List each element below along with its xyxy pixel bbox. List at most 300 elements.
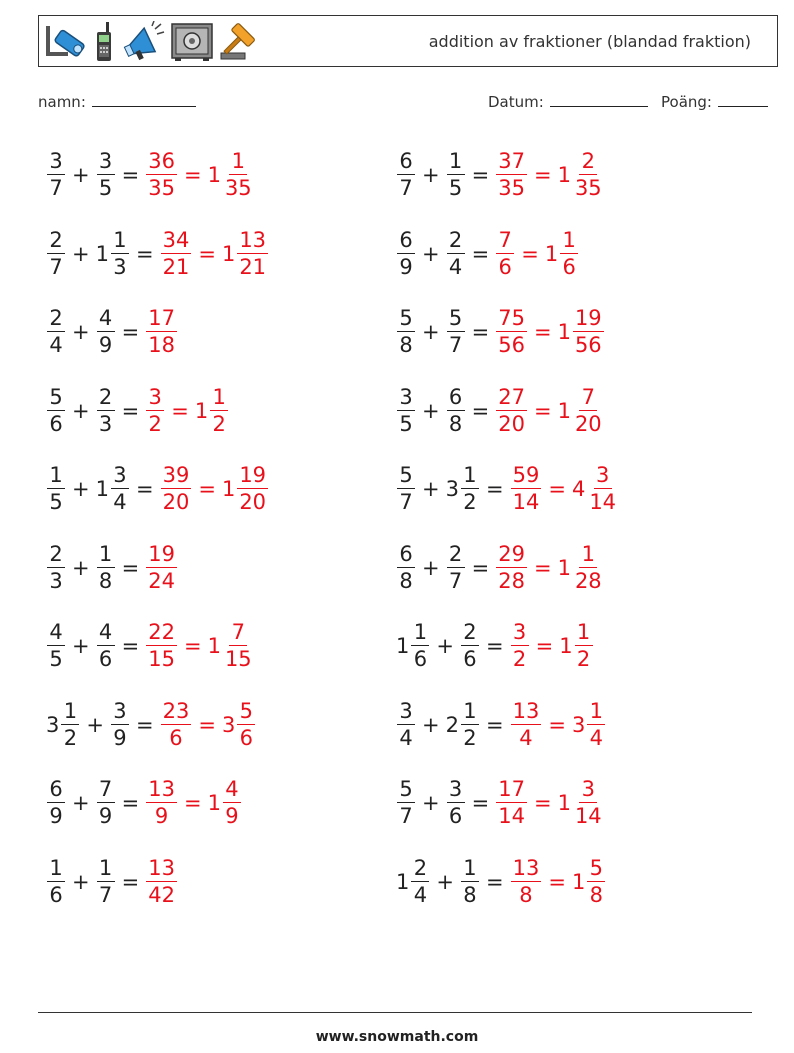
addend-a-fraction <box>47 779 65 827</box>
answer-mixed-whole: 1 <box>557 791 571 815</box>
answer-improper-fraction <box>511 622 529 670</box>
answer-mixed-denominator: 9 <box>225 804 239 828</box>
plus-sign: + <box>72 398 90 423</box>
addend-b-fraction <box>111 698 129 750</box>
answer-mixed-whole: 1 <box>544 241 559 266</box>
answer-mixed-denominator: 2 <box>576 647 591 671</box>
equals-sign: = <box>121 320 140 344</box>
addend-a-numerator: 3 <box>47 151 65 175</box>
answer-mixed-whole: 1 <box>207 163 221 187</box>
plus-sign: + <box>436 869 454 894</box>
problem-item <box>46 145 255 205</box>
addend-a-numerator: 5 <box>397 308 415 332</box>
answer-improper-fraction <box>146 308 177 356</box>
answer-improper-denominator: 20 <box>498 411 525 436</box>
plus-sign: + <box>72 555 90 580</box>
addend-a-fraction <box>47 308 65 356</box>
answer <box>160 698 257 750</box>
problem-item <box>46 224 269 284</box>
addend-b-whole: 2 <box>445 712 459 737</box>
addend-b-denominator: 9 <box>98 333 113 357</box>
addend-b-fraction <box>461 465 479 513</box>
equals-sign: = <box>471 555 490 580</box>
equals-sign: = <box>121 791 140 815</box>
equals-sign: = <box>471 241 490 266</box>
addend-a-fraction <box>397 698 415 750</box>
addend-b-numerator: 3 <box>97 151 115 175</box>
addend-a-denominator: 4 <box>413 882 428 907</box>
answer-mixed-whole: 1 <box>207 791 221 815</box>
answer-mixed-whole: 3 <box>571 712 586 737</box>
addend-a-numerator: 1 <box>47 465 65 489</box>
answer-mixed-fraction <box>573 384 604 436</box>
answer-mixed-fraction <box>210 384 228 436</box>
answer-improper-fraction <box>496 308 527 356</box>
answer-equals-sign: = <box>183 163 202 187</box>
answer-improper-numerator: 23 <box>162 698 190 723</box>
answer-improper-numerator: 34 <box>162 227 190 252</box>
addend-a-numerator: 1 <box>47 858 65 882</box>
answer-improper-numerator: 3 <box>146 387 164 411</box>
answer-improper-denominator: 56 <box>498 333 525 357</box>
answer-mixed-numerator: 3 <box>579 779 597 803</box>
answer-mixed-numerator: 7 <box>229 622 247 646</box>
answer-mixed-numerator: 1 <box>575 622 593 646</box>
answer-mixed-fraction <box>573 308 604 356</box>
addend-a-numerator: 3 <box>397 701 415 725</box>
answer-mixed-fraction <box>237 465 268 513</box>
answer-mixed-denominator: 2 <box>212 411 226 436</box>
answer-mixed-numerator: 5 <box>237 701 255 725</box>
addend-b-whole: 1 <box>95 477 109 501</box>
equals-sign: = <box>121 163 140 187</box>
answer-improper-numerator: 19 <box>148 541 175 566</box>
plus-sign: + <box>422 398 440 423</box>
addend-a-numerator: 2 <box>411 858 429 882</box>
addend-b-denominator: 3 <box>113 254 127 279</box>
addend-a-fraction <box>397 465 415 513</box>
equals-sign: = <box>121 555 140 580</box>
answer-improper-denominator: 4 <box>519 725 533 750</box>
addend-a-fraction <box>397 779 415 827</box>
answer-equals-sign: = <box>533 555 552 580</box>
answer-improper-fraction <box>146 151 177 199</box>
problem-item <box>396 695 606 755</box>
answer-improper-numerator: 22 <box>148 620 175 644</box>
answer-mixed-whole: 1 <box>557 555 571 580</box>
addend-a-fraction <box>47 622 65 670</box>
answer-improper-numerator: 3 <box>511 622 529 646</box>
addend-b-fraction <box>461 855 479 907</box>
addend-b-numerator: 4 <box>97 622 115 646</box>
answer-mixed-numerator: 4 <box>223 779 241 803</box>
answer <box>145 541 178 593</box>
score-label: Poäng: <box>661 93 712 111</box>
answer-mixed-numerator: 1 <box>560 230 578 254</box>
answer-improper-numerator: 75 <box>498 306 525 330</box>
problem-item <box>396 224 579 284</box>
answer-improper-denominator: 15 <box>148 647 175 671</box>
answer-mixed-whole: 1 <box>571 869 586 894</box>
addend-b-fraction <box>447 384 465 436</box>
answer-improper-numerator: 36 <box>148 149 175 173</box>
addend-b-numerator: 5 <box>447 308 465 332</box>
problem-item <box>46 773 242 833</box>
answer-improper-fraction <box>161 465 192 513</box>
equals-sign: = <box>485 477 504 501</box>
addend-b-fraction <box>461 622 479 670</box>
date-label: Datum: <box>488 93 544 111</box>
answer-mixed-denominator: 6 <box>562 254 576 279</box>
answer-mixed-numerator: 13 <box>239 227 267 252</box>
answer-improper-denominator: 28 <box>498 568 525 593</box>
plus-sign: + <box>86 712 104 737</box>
addend-b-denominator: 8 <box>98 568 113 593</box>
answer-improper-denominator: 9 <box>154 804 169 828</box>
addend-a-fraction <box>47 541 65 593</box>
answer-improper-fraction <box>496 384 527 436</box>
addend-b-whole: 3 <box>445 477 459 501</box>
addend-b-fraction <box>97 308 115 356</box>
answer-improper-fraction <box>496 227 514 279</box>
addend-b-denominator: 4 <box>113 490 127 514</box>
answer-mixed-denominator: 28 <box>574 568 602 593</box>
addend-b-denominator: 6 <box>463 647 477 671</box>
addend-b-denominator: 5 <box>98 176 113 200</box>
problem-item <box>396 302 605 362</box>
answer-mixed-fraction <box>237 698 255 750</box>
answer-improper-denominator: 24 <box>148 568 175 593</box>
answer-mixed-denominator: 35 <box>574 176 602 200</box>
answer-equals-sign: = <box>521 241 539 266</box>
addend-b-numerator: 1 <box>97 858 115 882</box>
answer <box>145 308 178 356</box>
addend-a-numerator: 6 <box>397 151 415 175</box>
addend-b-fraction <box>111 227 129 279</box>
answer-mixed-whole: 3 <box>221 712 236 737</box>
answer-mixed-fraction <box>223 622 254 670</box>
answer-improper-denominator: 14 <box>512 490 540 514</box>
answer <box>160 465 269 513</box>
plus-sign: + <box>422 791 440 815</box>
answer-mixed-denominator: 20 <box>239 490 267 514</box>
answer-mixed-denominator: 21 <box>239 254 267 279</box>
addend-a-denominator: 5 <box>49 490 63 514</box>
addend-b-fraction <box>97 541 115 593</box>
addend-a-numerator: 2 <box>47 308 65 332</box>
answer-mixed-fraction <box>223 779 241 827</box>
answer-equals-sign: = <box>533 398 552 423</box>
addend-b-denominator: 9 <box>113 725 127 750</box>
answer-mixed-numerator: 19 <box>239 463 267 487</box>
answer-equals-sign: = <box>183 791 202 815</box>
addend-b-numerator: 6 <box>447 387 465 411</box>
plus-sign: + <box>72 791 90 815</box>
answer-mixed-numerator: 2 <box>579 151 597 175</box>
equals-sign: = <box>485 869 504 894</box>
answer <box>145 622 254 670</box>
problem-item <box>396 459 619 519</box>
addend-b-fraction <box>111 465 129 513</box>
addend-b-denominator: 9 <box>98 804 113 828</box>
answer-improper-fraction <box>146 384 164 436</box>
answer-improper-fraction <box>511 465 542 513</box>
problem-item <box>46 302 178 362</box>
problem-item <box>396 773 605 833</box>
answer-mixed-fraction <box>575 622 593 670</box>
addend-a-denominator: 4 <box>49 333 63 357</box>
answer-mixed-whole: 1 <box>221 477 236 501</box>
answer-equals-sign: = <box>171 398 189 423</box>
answer-equals-sign: = <box>198 712 216 737</box>
answer-improper-fraction <box>161 698 192 750</box>
answer-mixed-whole: 1 <box>557 398 571 423</box>
addend-a-denominator: 8 <box>399 333 413 357</box>
answer <box>510 465 619 513</box>
addend-b-fraction <box>447 308 465 356</box>
addend-b-fraction <box>97 855 115 907</box>
problem-item <box>46 616 255 676</box>
footer-url: www.snowmath.com <box>315 1029 479 1045</box>
problem-item <box>396 852 606 912</box>
equals-sign: = <box>485 712 504 737</box>
answer-improper-numerator: 13 <box>148 855 175 880</box>
addend-a-numerator: 5 <box>397 465 415 489</box>
answer <box>510 855 607 907</box>
equals-sign: = <box>471 163 490 187</box>
answer-improper-fraction <box>496 779 527 827</box>
addend-b-numerator: 1 <box>461 858 479 882</box>
addend-b-numerator: 1 <box>97 544 115 568</box>
answer-equals-sign: = <box>535 634 554 658</box>
answer-improper-numerator: 13 <box>512 698 540 723</box>
answer-equals-sign: = <box>183 634 202 658</box>
answer-mixed-denominator: 35 <box>224 176 252 200</box>
addend-b-numerator: 3 <box>447 779 465 803</box>
answer-improper-denominator: 2 <box>148 411 162 436</box>
answer-improper-denominator: 2 <box>512 647 527 671</box>
answer-improper-fraction <box>146 541 177 593</box>
problem-item <box>46 459 269 519</box>
answer-improper-denominator: 21 <box>162 254 190 279</box>
equals-sign: = <box>471 320 490 344</box>
answer-mixed-numerator: 1 <box>579 544 597 568</box>
answer-improper-denominator: 35 <box>148 176 175 200</box>
addend-b-numerator: 1 <box>461 701 479 725</box>
problem-item <box>46 538 178 598</box>
equals-sign: = <box>135 712 154 737</box>
problem-item <box>46 695 256 755</box>
addend-a-fraction <box>47 151 65 199</box>
answer-mixed-fraction <box>573 779 604 827</box>
addend-a-whole: 1 <box>396 869 410 894</box>
addend-a-denominator: 7 <box>399 176 413 200</box>
answer-mixed-whole: 1 <box>559 634 573 658</box>
addend-b-whole: 1 <box>95 241 109 266</box>
addend-b-numerator: 3 <box>111 701 129 725</box>
answer-mixed-fraction <box>560 227 578 279</box>
addend-a-denominator: 7 <box>49 176 63 200</box>
answer <box>495 384 604 436</box>
addend-b-numerator: 2 <box>447 544 465 568</box>
addend-a-fraction <box>411 855 429 907</box>
addend-a-denominator: 3 <box>49 568 63 593</box>
addend-a-denominator: 9 <box>399 254 413 279</box>
addend-b-numerator: 1 <box>111 230 129 254</box>
answer-mixed-whole: 1 <box>221 241 236 266</box>
addend-a-numerator: 6 <box>47 779 65 803</box>
addend-b-numerator: 1 <box>447 151 465 175</box>
addend-a-fraction <box>397 308 415 356</box>
plus-sign: + <box>72 477 90 501</box>
answer-improper-fraction <box>511 855 542 907</box>
addend-b-fraction <box>447 151 465 199</box>
answer-mixed-fraction <box>223 151 254 199</box>
answer-mixed-denominator: 8 <box>589 882 603 907</box>
answer-mixed-whole: 1 <box>207 634 221 658</box>
answer-mixed-denominator: 15 <box>224 647 252 671</box>
addend-a-fraction <box>61 698 79 750</box>
addend-b-denominator: 7 <box>448 568 463 593</box>
answer-equals-sign: = <box>533 320 552 344</box>
addend-b-denominator: 7 <box>98 882 113 907</box>
addend-b-denominator: 8 <box>463 882 477 907</box>
answer <box>495 779 604 827</box>
plus-sign: + <box>72 241 90 266</box>
answer-improper-denominator: 8 <box>519 882 533 907</box>
addend-a-fraction <box>47 384 65 436</box>
addend-b-numerator: 3 <box>111 465 129 489</box>
addend-b-denominator: 8 <box>448 411 463 436</box>
addend-a-numerator: 2 <box>47 230 65 254</box>
addend-b-fraction <box>97 151 115 199</box>
problem-item <box>396 616 594 676</box>
addend-a-numerator: 4 <box>47 622 65 646</box>
addend-a-denominator: 7 <box>399 804 413 828</box>
problem-item <box>46 381 229 441</box>
plus-sign: + <box>422 712 440 737</box>
answer <box>145 855 178 907</box>
addend-b-fraction <box>97 384 115 436</box>
addend-a-numerator: 5 <box>397 779 415 803</box>
answer-improper-denominator: 14 <box>498 804 525 828</box>
answer-improper-numerator: 13 <box>148 777 175 801</box>
addend-a-fraction <box>411 622 429 670</box>
addend-a-denominator: 7 <box>399 490 413 514</box>
addend-a-fraction <box>397 541 415 593</box>
addend-a-numerator: 1 <box>61 701 79 725</box>
addend-a-fraction <box>47 855 65 907</box>
addend-a-denominator: 6 <box>49 411 63 436</box>
addend-b-fraction <box>447 227 465 279</box>
worksheet-title: addition av fraktioner (blandad fraktion) <box>428 32 751 51</box>
addend-b-fraction <box>97 622 115 670</box>
addend-b-numerator: 2 <box>97 387 115 411</box>
answer-mixed-denominator: 6 <box>239 725 253 750</box>
answer-improper-numerator: 27 <box>498 384 525 409</box>
plus-sign: + <box>422 241 440 266</box>
equals-sign: = <box>135 241 154 266</box>
answer-mixed-fraction <box>587 465 618 513</box>
addend-a-fraction <box>47 465 65 513</box>
answer-mixed-denominator: 14 <box>574 804 602 828</box>
plus-sign: + <box>422 320 440 344</box>
answer <box>495 151 604 199</box>
answer-equals-sign: = <box>198 477 216 501</box>
addend-a-numerator: 1 <box>411 622 429 646</box>
answer-improper-denominator: 35 <box>498 176 525 200</box>
answer-mixed-denominator: 14 <box>589 490 617 514</box>
addend-b-fraction <box>447 541 465 593</box>
problem-item <box>46 852 178 912</box>
equals-sign: = <box>121 869 140 894</box>
addend-a-numerator: 5 <box>47 387 65 411</box>
equals-sign: = <box>121 634 140 658</box>
equals-sign: = <box>471 398 490 423</box>
addend-b-fraction <box>447 779 465 827</box>
addend-b-denominator: 7 <box>448 333 463 357</box>
answer-mixed-whole: 1 <box>194 398 209 423</box>
addend-b-numerator: 4 <box>97 308 115 332</box>
answer-equals-sign: = <box>548 869 566 894</box>
answer <box>495 227 579 279</box>
addend-b-denominator: 2 <box>463 490 477 514</box>
answer-mixed-fraction <box>573 151 604 199</box>
addend-a-denominator: 5 <box>49 647 63 671</box>
answer-mixed-numerator: 3 <box>594 465 612 489</box>
addend-b-denominator: 6 <box>98 647 113 671</box>
answer <box>495 308 604 356</box>
answer-mixed-fraction <box>237 227 268 279</box>
addend-a-whole: 1 <box>396 634 410 658</box>
addend-a-denominator: 9 <box>49 804 63 828</box>
answer-equals-sign: = <box>533 791 552 815</box>
addend-a-fraction <box>397 384 415 436</box>
answer-improper-numerator: 13 <box>512 855 540 880</box>
addend-a-numerator: 6 <box>397 230 415 254</box>
plus-sign: + <box>72 869 90 894</box>
answer-mixed-whole: 1 <box>557 163 571 187</box>
addend-a-fraction <box>397 151 415 199</box>
answer-mixed-whole: 1 <box>557 320 571 344</box>
answer <box>145 151 254 199</box>
equals-sign: = <box>135 477 154 501</box>
addend-a-numerator: 2 <box>47 544 65 568</box>
plus-sign: + <box>422 477 440 501</box>
answer-mixed-fraction <box>587 855 605 907</box>
answer <box>495 541 604 593</box>
addend-b-numerator: 7 <box>97 779 115 803</box>
answer-improper-numerator: 17 <box>148 306 175 330</box>
addend-a-numerator: 6 <box>397 544 415 568</box>
answer-improper-denominator: 6 <box>169 725 183 750</box>
answer-improper-fraction <box>496 541 527 593</box>
answer-equals-sign: = <box>548 477 566 501</box>
addend-a-denominator: 6 <box>49 882 63 907</box>
answer-equals-sign: = <box>548 712 566 737</box>
addend-a-denominator: 7 <box>49 254 63 279</box>
answer-mixed-numerator: 1 <box>229 151 247 175</box>
addend-b-denominator: 3 <box>98 411 113 436</box>
addend-a-numerator: 3 <box>397 387 415 411</box>
plus-sign: + <box>436 634 454 658</box>
plus-sign: + <box>422 555 440 580</box>
answer-improper-fraction <box>496 151 527 199</box>
answer <box>510 622 594 670</box>
answer-mixed-denominator: 56 <box>574 333 602 357</box>
answer <box>160 227 269 279</box>
addend-a-denominator: 8 <box>399 568 413 593</box>
